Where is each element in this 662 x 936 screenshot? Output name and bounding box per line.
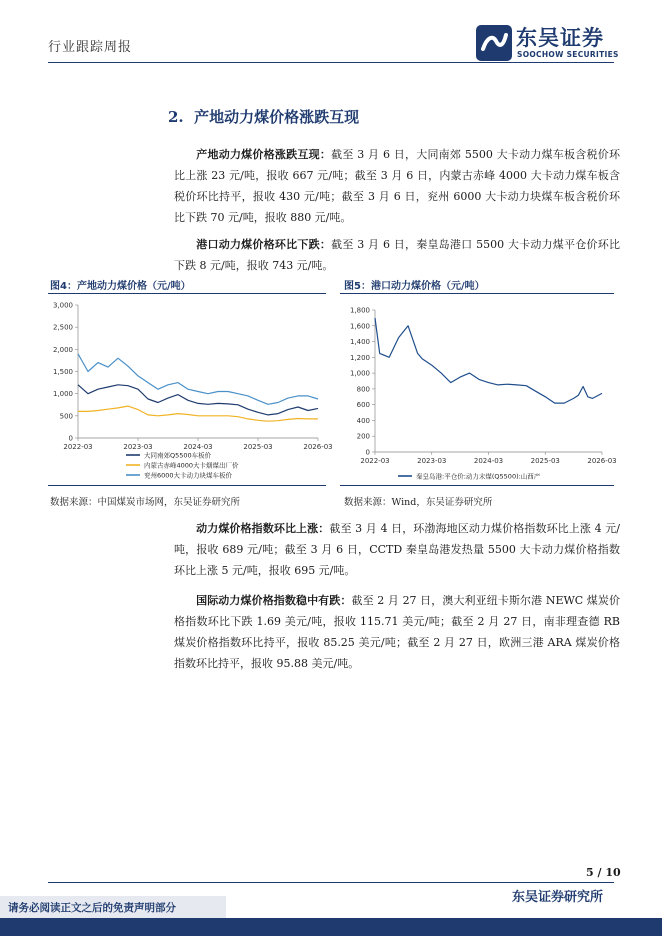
paragraph-lead: 国际动力煤价格指数稳中有跌： <box>196 594 352 607</box>
y-tick-label: 400 <box>356 416 370 425</box>
y-tick-label: 1,000 <box>52 390 73 399</box>
brand-logo <box>476 22 626 64</box>
brand-name-en: SOOCHOW SECURITIES <box>517 50 619 59</box>
x-tick-label: 2022-03 <box>63 443 93 451</box>
y-tick-label: 800 <box>356 385 370 394</box>
figure-4-title: 图4：产地动力煤价格（元/吨） <box>50 281 191 292</box>
chart-port-coal-prices <box>340 298 616 484</box>
y-tick-label: 1,500 <box>52 368 73 376</box>
header-rule <box>48 62 614 63</box>
chart-origin-coal-prices <box>46 298 333 484</box>
paragraph-price-index <box>174 518 620 581</box>
y-tick-label: 0 <box>365 448 370 457</box>
figure-5-title: 图5：港口动力煤价格（元/吨） <box>344 281 485 292</box>
y-tick-label: 1,000 <box>349 369 370 378</box>
x-tick-label: 2023-03 <box>417 457 447 465</box>
paragraph-text: 截至 2 月 27 日，澳大利亚纽卡斯尔港 NEWC 煤炭价格指数环比下跌 1.69 美元/吨，报收 115.71 美元/吨；截至 2 月 27 日，南非理查德 RB 煤炭价格指数环比持平，报收 85.25 美元/吨；截至 2 月 27 日，欧洲三港 ARA 煤炭价格指数环比持平，报收 95.88 美元/吨。 <box>174 594 621 670</box>
paragraph-text: 截至 3 月 6 日，秦皇岛港口 5500 大卡动力煤平仓价环比下跌 8 元/吨，报收 743 元/吨。 <box>174 238 620 272</box>
x-tick-label: 2026-03 <box>587 457 617 465</box>
soochow-s-wave-logo-icon <box>476 25 512 61</box>
paragraph-international-index <box>174 590 620 674</box>
series-line-1 <box>78 385 318 415</box>
footer-disclaimer: 请务必阅读正文之后的免责声明部分 <box>8 902 176 914</box>
x-tick-label: 2025-03 <box>530 457 560 465</box>
series-line-3 <box>78 354 318 405</box>
brand-name-cn: 东吴证券 <box>516 26 604 50</box>
x-tick-label: 2024-03 <box>473 457 504 465</box>
legend-label-3: 兖州6000大卡动力块煤车板价 <box>144 471 233 480</box>
y-tick-label: 1,200 <box>349 353 370 362</box>
paragraph-origin-prices <box>174 144 620 228</box>
y-tick-label: 200 <box>356 432 370 441</box>
figure-5-bottom-rule <box>340 485 614 486</box>
x-tick-label: 2025-03 <box>243 443 273 451</box>
y-tick-label: 2,500 <box>52 323 73 332</box>
x-tick-label: 2022-03 <box>360 457 390 465</box>
paragraph-lead: 动力煤价格指数环比上涨： <box>196 522 330 535</box>
paragraph-lead: 产地动力煤价格涨跌互现： <box>196 148 332 161</box>
paragraph-text: 截至 3 月 4 日，环渤海地区动力煤价格指数环比上涨 4 元/吨，报收 689 元/吨；截至 3 月 6 日，CCTD 秦皇岛港发热量 5500 大卡动力煤价格指数环比上涨 5 元/吨，报收 695 元/吨。 <box>174 522 620 577</box>
y-tick-label: 1,400 <box>349 338 370 347</box>
y-tick-label: 500 <box>59 412 73 421</box>
y-tick-label: 0 <box>68 434 73 443</box>
figure-4-top-rule <box>48 293 326 294</box>
legend-label-1: 秦皇岛港:平仓价:动力末煤(Q5500):山西产 <box>416 472 541 481</box>
y-tick-label: 600 <box>356 401 370 410</box>
section-heading <box>168 106 359 127</box>
paragraph-text: 截至 3 月 6 日，大同南郊 5500 大卡动力煤车板含税价环比上涨 23 元/吨，报收 667 元/吨；截至 3 月 6 日，内蒙古赤峰 4000 大卡动力煤车板含税价环比持平，报收 430 元/吨；截至 3 月 6 日，兖州 6000 大卡动力块煤车板含税价环比下跌 70 元/吨，报收 880 元/吨。 <box>174 148 620 224</box>
footer-org: 东吴证券研究所 <box>512 890 604 905</box>
footer-rule <box>48 882 614 883</box>
x-tick-label: 2024-03 <box>183 443 213 451</box>
page-number: 5 / 10 <box>586 866 621 879</box>
figure-4-bottom-rule <box>48 485 326 486</box>
figure-5-top-rule <box>340 293 614 294</box>
legend-label-2: 内蒙古赤峰4000大卡烟煤出厂价 <box>144 461 239 470</box>
figure-4-source: 数据来源：中国煤炭市场网，东吴证券研究所 <box>50 497 241 508</box>
section-title: 产地动力煤价格涨跌互现 <box>194 108 360 126</box>
y-tick-label: 1,800 <box>349 306 370 315</box>
figure-5-source: 数据来源：Wind，东吴证券研究所 <box>344 497 493 508</box>
series-line-2 <box>78 406 318 421</box>
series-line-1 <box>375 318 602 403</box>
y-tick-label: 2,000 <box>52 345 73 354</box>
y-tick-label: 3,000 <box>52 301 73 310</box>
paragraph-port-prices <box>174 234 620 276</box>
section-number: 2. <box>168 108 184 126</box>
paragraph-lead: 港口动力煤价格环比下跌： <box>196 238 332 251</box>
x-tick-label: 2026-03 <box>303 443 333 451</box>
report-type-label: 行业跟踪周报 <box>48 40 133 55</box>
x-tick-label: 2023-03 <box>123 443 153 451</box>
legend-label-1: 大同南郊Q5500车板价 <box>144 451 212 460</box>
y-tick-label: 1,600 <box>349 322 370 331</box>
footer-bar <box>0 918 662 936</box>
